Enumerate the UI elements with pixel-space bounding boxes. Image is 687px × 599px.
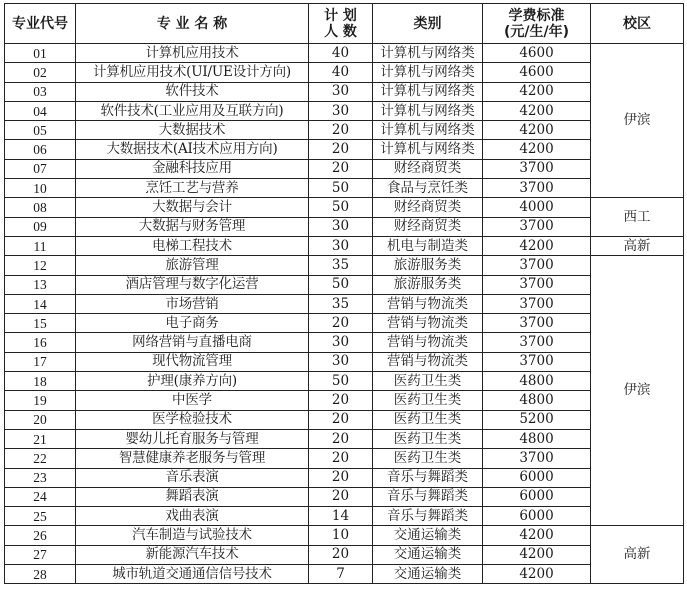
cell-category: 计算机与网络类 <box>373 101 483 120</box>
cell-plan-count: 7 <box>309 565 373 584</box>
cell-major-name: 新能源汽车技术 <box>76 545 309 564</box>
cell-code: 28 <box>5 565 76 584</box>
cell-code: 19 <box>5 391 76 410</box>
table-row <box>5 565 684 584</box>
cell-fee: 4200 <box>483 121 591 140</box>
cell-fee: 3700 <box>483 314 591 333</box>
cell-fee: 4000 <box>483 198 591 217</box>
cell-major-name: 医学检验技术 <box>76 410 309 429</box>
cell-major-name: 音乐表演 <box>76 468 309 487</box>
cell-category: 音乐与舞蹈类 <box>373 487 483 506</box>
cell-fee: 3700 <box>483 333 591 352</box>
cell-code: 18 <box>5 372 76 391</box>
table-row <box>5 294 684 313</box>
cell-plan-count: 30 <box>309 217 373 236</box>
cell-major-name: 网络营销与直播电商 <box>76 333 309 352</box>
cell-code: 08 <box>5 198 76 217</box>
cell-plan-count: 14 <box>309 507 373 526</box>
cell-category: 计算机与网络类 <box>373 82 483 101</box>
cell-code: 21 <box>5 429 76 448</box>
cell-fee: 5200 <box>483 410 591 429</box>
cell-plan-count: 50 <box>309 372 373 391</box>
cell-code: 13 <box>5 275 76 294</box>
cell-fee: 6000 <box>483 507 591 526</box>
table-row <box>5 198 684 217</box>
cell-major-name: 市场营销 <box>76 294 309 313</box>
cell-category: 医药卫生类 <box>373 410 483 429</box>
cell-fee: 4800 <box>483 429 591 448</box>
cell-major-name: 智慧健康养老服务与管理 <box>76 449 309 468</box>
cell-plan-count: 20 <box>309 545 373 564</box>
header-fee <box>483 4 591 44</box>
cell-code: 10 <box>5 179 76 198</box>
cell-major-name: 电梯工程技术 <box>76 236 309 255</box>
cell-plan-count: 50 <box>309 198 373 217</box>
table-row <box>5 410 684 429</box>
cell-fee: 3700 <box>483 449 591 468</box>
table-row <box>5 333 684 352</box>
cell-code: 24 <box>5 487 76 506</box>
cell-fee: 3700 <box>483 179 591 198</box>
cell-fee: 4200 <box>483 526 591 545</box>
cell-code: 04 <box>5 101 76 120</box>
table-row <box>5 217 684 236</box>
cell-major-name: 城市轨道交通通信信号技术 <box>76 565 309 584</box>
cell-fee: 6000 <box>483 468 591 487</box>
cell-code: 26 <box>5 526 76 545</box>
cell-plan-count: 50 <box>309 179 373 198</box>
cell-plan-count: 50 <box>309 275 373 294</box>
cell-category: 医药卫生类 <box>373 449 483 468</box>
cell-category: 营销与物流类 <box>373 294 483 313</box>
cell-category: 营销与物流类 <box>373 352 483 371</box>
cell-category: 交通运输类 <box>373 545 483 564</box>
cell-major-name: 烹饪工艺与营养 <box>76 179 309 198</box>
cell-category: 财经商贸类 <box>373 198 483 217</box>
cell-category: 医药卫生类 <box>373 372 483 391</box>
cell-plan-count: 30 <box>309 236 373 255</box>
cell-fee: 4200 <box>483 140 591 159</box>
cell-code: 01 <box>5 44 76 63</box>
cell-code: 27 <box>5 545 76 564</box>
cell-code: 22 <box>5 449 76 468</box>
cell-category: 医药卫生类 <box>373 429 483 448</box>
cell-plan-count: 35 <box>309 294 373 313</box>
header-fee-line1: 学费标准 <box>508 7 565 24</box>
cell-plan-count: 20 <box>309 121 373 140</box>
cell-category: 交通运输类 <box>373 526 483 545</box>
table-row <box>5 526 684 545</box>
cell-category: 音乐与舞蹈类 <box>373 507 483 526</box>
table-row <box>5 468 684 487</box>
table-row <box>5 236 684 255</box>
cell-code: 11 <box>5 236 76 255</box>
enrollment-plan-table <box>4 3 684 584</box>
table-row <box>5 487 684 506</box>
cell-code: 03 <box>5 82 76 101</box>
cell-major-name: 舞蹈表演 <box>76 487 309 506</box>
header-plan <box>309 4 373 44</box>
cell-major-name: 软件技术 <box>76 82 309 101</box>
cell-major-name: 大数据与会计 <box>76 198 309 217</box>
cell-major-name: 电子商务 <box>76 314 309 333</box>
cell-plan-count: 40 <box>309 63 373 82</box>
cell-category: 计算机与网络类 <box>373 44 483 63</box>
cell-campus: 高新 <box>591 526 684 584</box>
table-row <box>5 179 684 198</box>
cell-fee: 3700 <box>483 256 591 275</box>
cell-code: 07 <box>5 159 76 178</box>
cell-major-name: 计算机应用技术 <box>76 44 309 63</box>
cell-major-name: 计算机应用技术(UI/UE设计方向) <box>76 63 309 82</box>
cell-major-name: 旅游管理 <box>76 256 309 275</box>
cell-plan-count: 30 <box>309 333 373 352</box>
header-campus: 校区 <box>591 4 684 44</box>
cell-plan-count: 40 <box>309 44 373 63</box>
cell-category: 营销与物流类 <box>373 333 483 352</box>
cell-plan-count: 30 <box>309 82 373 101</box>
cell-major-name: 戏曲表演 <box>76 507 309 526</box>
cell-major-name: 中医学 <box>76 391 309 410</box>
table-row <box>5 256 684 275</box>
table-body <box>5 44 684 584</box>
cell-category: 旅游服务类 <box>373 256 483 275</box>
table-row <box>5 314 684 333</box>
table-row <box>5 449 684 468</box>
cell-plan-count: 20 <box>309 140 373 159</box>
cell-category: 机电与制造类 <box>373 236 483 255</box>
cell-code: 17 <box>5 352 76 371</box>
header-code: 专业代号 <box>5 4 76 44</box>
cell-major-name: 护理(康养方向) <box>76 372 309 391</box>
cell-category: 交通运输类 <box>373 565 483 584</box>
table-row <box>5 372 684 391</box>
cell-fee: 4200 <box>483 101 591 120</box>
header-fee-line2: (元/生/年) <box>503 23 570 40</box>
cell-fee: 3700 <box>483 217 591 236</box>
cell-plan-count: 20 <box>309 391 373 410</box>
cell-fee: 3700 <box>483 294 591 313</box>
cell-code: 09 <box>5 217 76 236</box>
cell-campus: 西工 <box>591 198 684 237</box>
header-plan-line2: 人 数 <box>324 23 357 40</box>
cell-major-name: 大数据与财务管理 <box>76 217 309 236</box>
table-row <box>5 63 684 82</box>
cell-major-name: 现代物流管理 <box>76 352 309 371</box>
cell-plan-count: 10 <box>309 526 373 545</box>
cell-code: 12 <box>5 256 76 275</box>
cell-major-name: 软件技术(工业应用及互联方向) <box>76 101 309 120</box>
cell-plan-count: 20 <box>309 314 373 333</box>
cell-category: 财经商贸类 <box>373 217 483 236</box>
cell-plan-count: 20 <box>309 468 373 487</box>
table-row <box>5 159 684 178</box>
cell-fee: 4200 <box>483 565 591 584</box>
cell-category: 计算机与网络类 <box>373 140 483 159</box>
cell-major-name: 婴幼儿托育服务与管理 <box>76 429 309 448</box>
table-row <box>5 391 684 410</box>
cell-major-name: 酒店管理与数字化运营 <box>76 275 309 294</box>
cell-category: 音乐与舞蹈类 <box>373 468 483 487</box>
header-name: 专 业 名 称 <box>76 4 309 44</box>
enrollment-table-container <box>4 3 684 584</box>
cell-plan-count: 20 <box>309 410 373 429</box>
cell-code: 16 <box>5 333 76 352</box>
table-row <box>5 121 684 140</box>
cell-category: 营销与物流类 <box>373 314 483 333</box>
table-row <box>5 507 684 526</box>
cell-campus: 高新 <box>591 236 684 255</box>
cell-fee: 6000 <box>483 487 591 506</box>
cell-plan-count: 20 <box>309 487 373 506</box>
cell-category: 财经商贸类 <box>373 159 483 178</box>
cell-category: 计算机与网络类 <box>373 121 483 140</box>
cell-fee: 3700 <box>483 352 591 371</box>
cell-plan-count: 20 <box>309 429 373 448</box>
cell-major-name: 大数据技术 <box>76 121 309 140</box>
table-row <box>5 545 684 564</box>
table-header-row <box>5 4 684 44</box>
cell-fee: 3700 <box>483 275 591 294</box>
cell-category: 计算机与网络类 <box>373 63 483 82</box>
cell-major-name: 大数据技术(AI技术应用方向) <box>76 140 309 159</box>
table-row <box>5 82 684 101</box>
cell-code: 06 <box>5 140 76 159</box>
cell-category: 食品与烹饪类 <box>373 179 483 198</box>
cell-plan-count: 30 <box>309 101 373 120</box>
cell-major-name: 金融科技应用 <box>76 159 309 178</box>
cell-code: 02 <box>5 63 76 82</box>
cell-fee: 4200 <box>483 545 591 564</box>
table-row <box>5 352 684 371</box>
cell-code: 20 <box>5 410 76 429</box>
table-row <box>5 275 684 294</box>
header-category: 类别 <box>373 4 483 44</box>
cell-fee: 4800 <box>483 391 591 410</box>
cell-campus: 伊滨 <box>591 44 684 198</box>
cell-code: 15 <box>5 314 76 333</box>
cell-code: 25 <box>5 507 76 526</box>
table-row <box>5 44 684 63</box>
cell-code: 23 <box>5 468 76 487</box>
table-row <box>5 101 684 120</box>
cell-category: 医药卫生类 <box>373 391 483 410</box>
table-row <box>5 140 684 159</box>
cell-fee: 4600 <box>483 44 591 63</box>
cell-plan-count: 20 <box>309 449 373 468</box>
cell-code: 14 <box>5 294 76 313</box>
cell-fee: 4200 <box>483 82 591 101</box>
cell-plan-count: 30 <box>309 352 373 371</box>
cell-fee: 3700 <box>483 159 591 178</box>
table-row <box>5 429 684 448</box>
header-plan-line1: 计 划 <box>324 7 357 24</box>
cell-code: 05 <box>5 121 76 140</box>
cell-campus: 伊滨 <box>591 256 684 526</box>
cell-fee: 4600 <box>483 63 591 82</box>
cell-plan-count: 20 <box>309 159 373 178</box>
cell-plan-count: 35 <box>309 256 373 275</box>
cell-major-name: 汽车制造与试验技术 <box>76 526 309 545</box>
cell-fee: 4200 <box>483 236 591 255</box>
cell-fee: 4800 <box>483 372 591 391</box>
cell-category: 旅游服务类 <box>373 275 483 294</box>
